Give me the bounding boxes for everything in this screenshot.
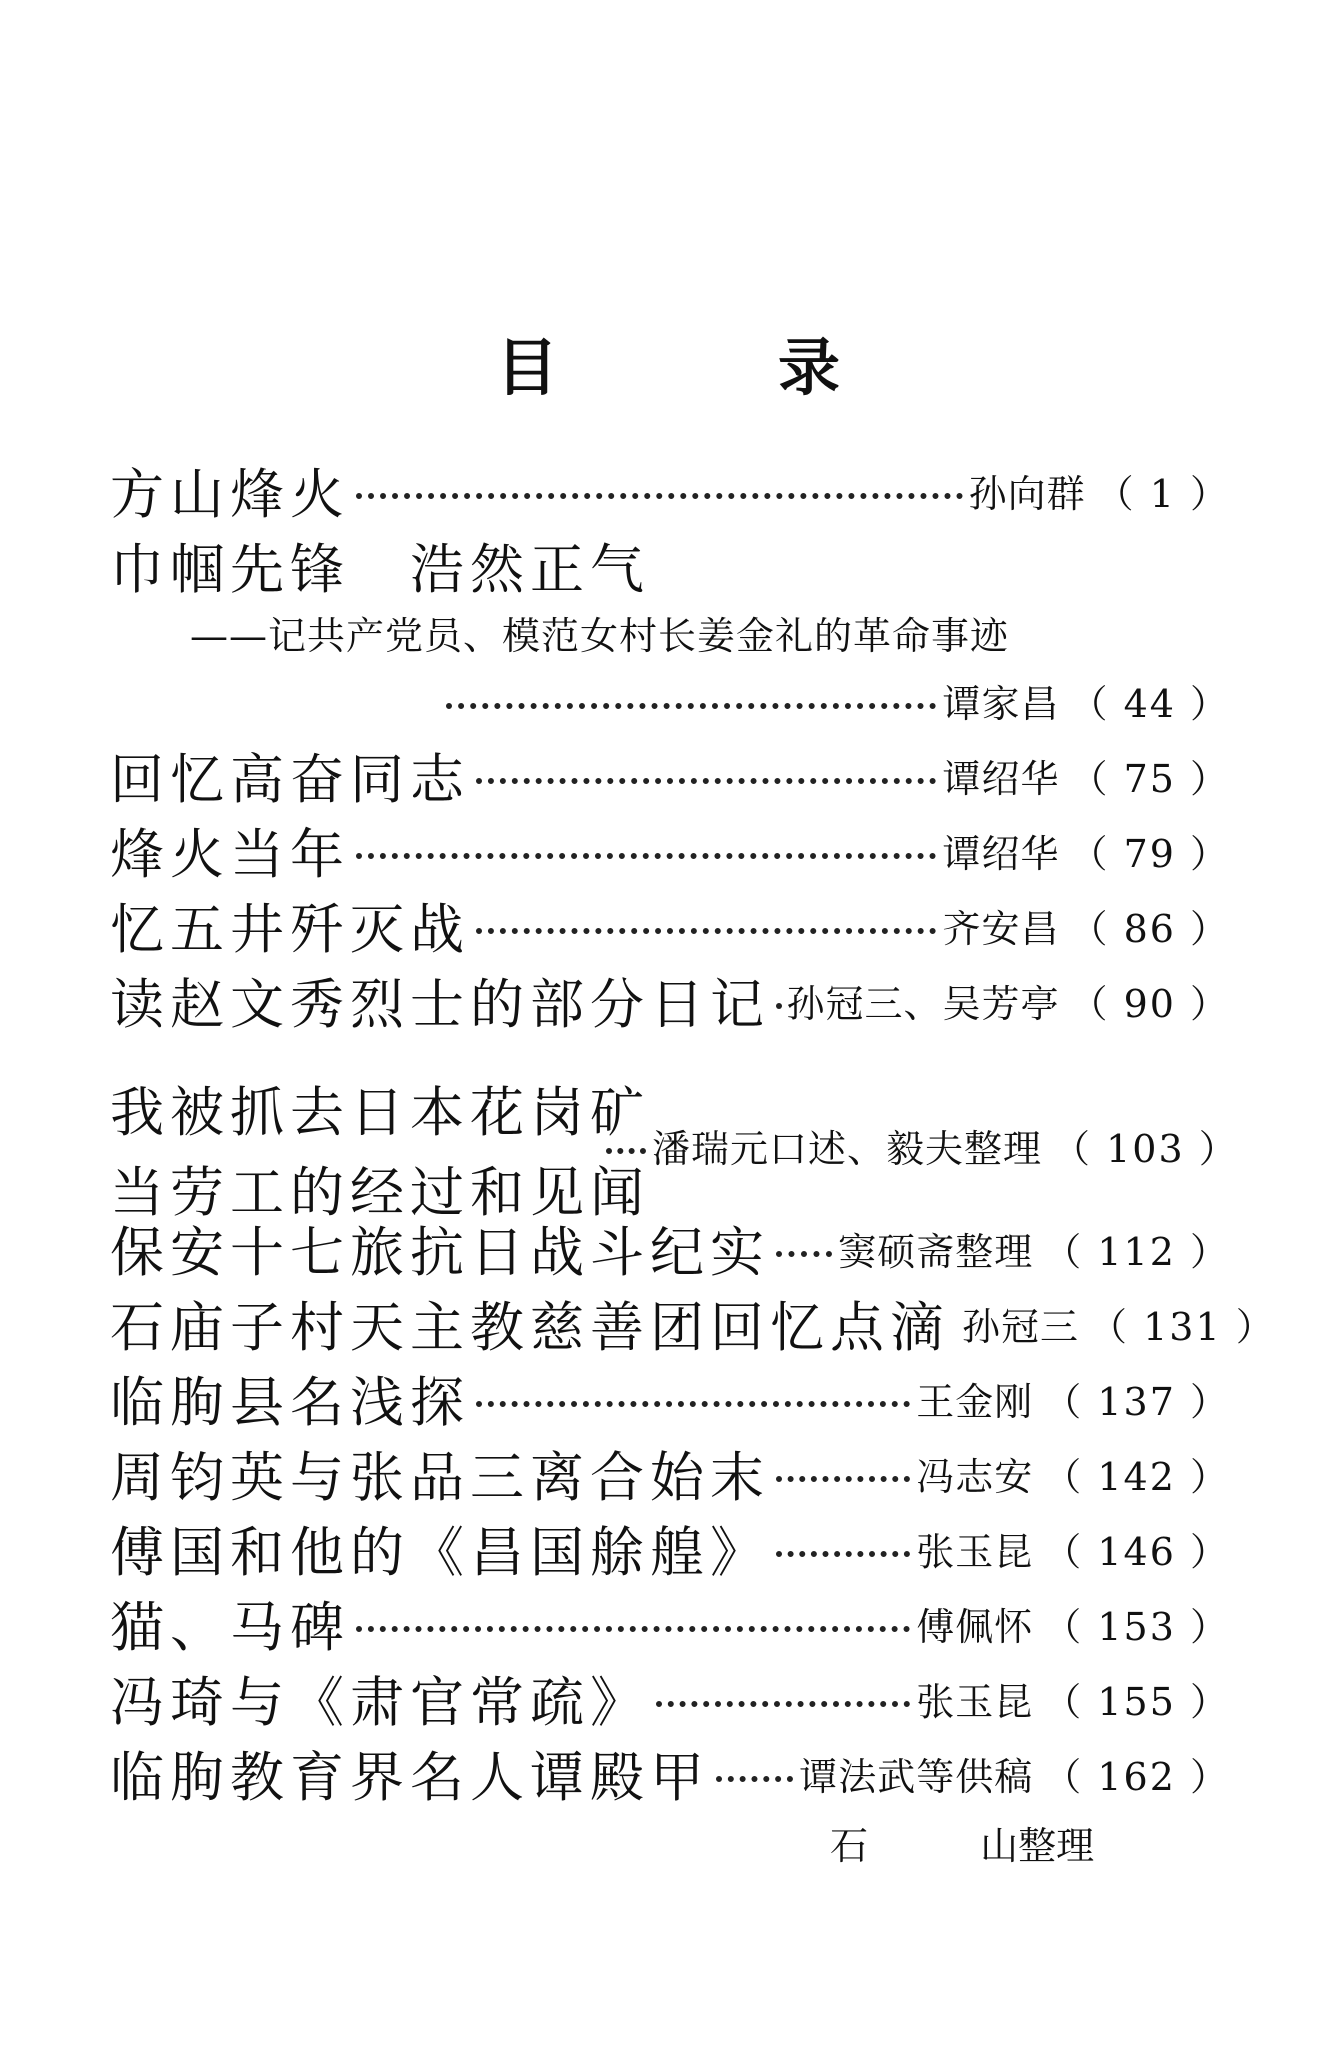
entry-title: 猫、马碑 [110,1595,350,1659]
dot-leader [776,1551,910,1557]
dot-leader [776,1251,832,1257]
toc-entry[interactable] [110,1070,1239,1224]
toc-title [0,318,1336,407]
toc-entry[interactable] [110,1363,1230,1433]
entry-author: 孙冠三 [962,1304,1080,1349]
entry-page: （ 44 ） [1069,681,1230,726]
entry-title: 读赵文秀烈士的部分日记 [110,972,770,1036]
dot-leader [606,1148,646,1154]
entry-author: 谭法武等供稿 [799,1754,1034,1799]
entry-author: 孙冠三、吴芳亭 [786,981,1060,1026]
title-char-2: 录 [778,331,841,404]
toc-entry[interactable] [110,530,650,600]
dot-leader [776,1476,910,1482]
entry-author: 王金刚 [916,1379,1034,1424]
toc-entry[interactable] [110,455,1230,525]
toc-entry[interactable] [110,1738,1230,1808]
entry-author: 谭家昌 [942,681,1060,726]
entry-author: 傅佩怀 [916,1604,1034,1649]
entry-title: 临朐教育界名人谭殿甲 [110,1745,710,1809]
entry-title: 石庙子村天主教慈善团回忆点滴 [110,1295,950,1359]
entry-author: 窦硕斋整理 [838,1229,1034,1274]
dot-leader [356,853,936,859]
title-char-1: 目 [495,331,558,404]
entry-page: （ 75 ） [1069,756,1230,801]
entry-page: （ 86 ） [1069,906,1230,951]
entry-page: （ 1 ） [1095,471,1230,516]
toc-entry[interactable] [110,1588,1230,1658]
entry-title: 回忆高奋同志 [110,747,470,811]
toc-entry[interactable] [110,740,1230,810]
toc-entry[interactable] [110,1288,1276,1359]
dot-leader [476,928,936,934]
entry-page: （ 90 ） [1069,981,1230,1026]
entry-title-line-2: 当劳工的经过和见闻 [110,1161,650,1224]
toc-entry-continuation[interactable] [440,665,1230,735]
entry-page: （ 137 ） [1043,1379,1230,1424]
toc-entry[interactable] [110,815,1230,885]
toc-entry[interactable] [110,1663,1230,1733]
entry-author: 谭绍华 [942,756,1060,801]
entry-title: 冯琦与《肃官常疏》 [110,1670,650,1734]
entry-author: 冯志安 [916,1454,1034,1499]
toc-entry[interactable] [110,1513,1230,1583]
entry-page: （ 146 ） [1043,1529,1230,1574]
toc-entry[interactable] [110,1213,1230,1283]
entry-author: 孙向群 [968,471,1086,516]
entry-page: （ 153 ） [1043,1604,1230,1649]
entry-title-line-1: 我被抓去日本花岗矿 [110,1081,650,1144]
entry-title: 方山烽火 [110,462,350,526]
entry-title: 保安十七旅抗日战斗纪实 [110,1220,770,1284]
entry-author: 张玉昆 [916,1679,1034,1724]
entry-page: （ 162 ） [1043,1754,1230,1799]
entry-title: 周钧英与张品三离合始末 [110,1445,770,1509]
entry-author: 潘瑞元口述、毅夫整理 [652,1126,1043,1171]
entry-author: 谭绍华 [942,831,1060,876]
credit-part-2: 山整理 [980,1824,1095,1868]
entry-page: （ 155 ） [1043,1679,1230,1724]
dot-leader [446,703,936,709]
entry-title: 傅国和他的《昌国艅艎》 [110,1520,770,1584]
dot-leader [356,1626,910,1632]
entry-author: 张玉昆 [916,1529,1034,1574]
dot-leader [476,1401,910,1407]
dot-leader [356,493,963,499]
entry-page: （ 131 ） [1089,1304,1276,1349]
dot-leader [656,1701,910,1707]
dot-leader [716,1776,793,1782]
entry-title: 烽火当年 [110,822,350,886]
entry-page: （ 142 ） [1043,1454,1230,1499]
toc-entry[interactable] [110,890,1230,960]
dot-leader [776,1003,780,1009]
entry-page: （ 112 ） [1043,1229,1230,1274]
dot-leader [476,778,936,784]
entry-subtitle: ——记共产党员、模范女村长姜金礼的革命事迹 [190,614,1010,658]
toc-entry[interactable] [110,965,1230,1035]
entry-title: 忆五井歼灭战 [110,897,470,961]
entry-title: 巾帼先锋 浩然正气 [110,537,650,601]
entry-page: （ 103 ） [1052,1126,1239,1171]
credit-part-1: 石 [830,1824,869,1868]
entry-author: 齐安昌 [942,906,1060,951]
entry-page: （ 79 ） [1069,831,1230,876]
entry-title: 临朐县名浅探 [110,1370,470,1434]
toc-entry[interactable] [110,1438,1230,1508]
editor-credit [830,1815,1094,1870]
